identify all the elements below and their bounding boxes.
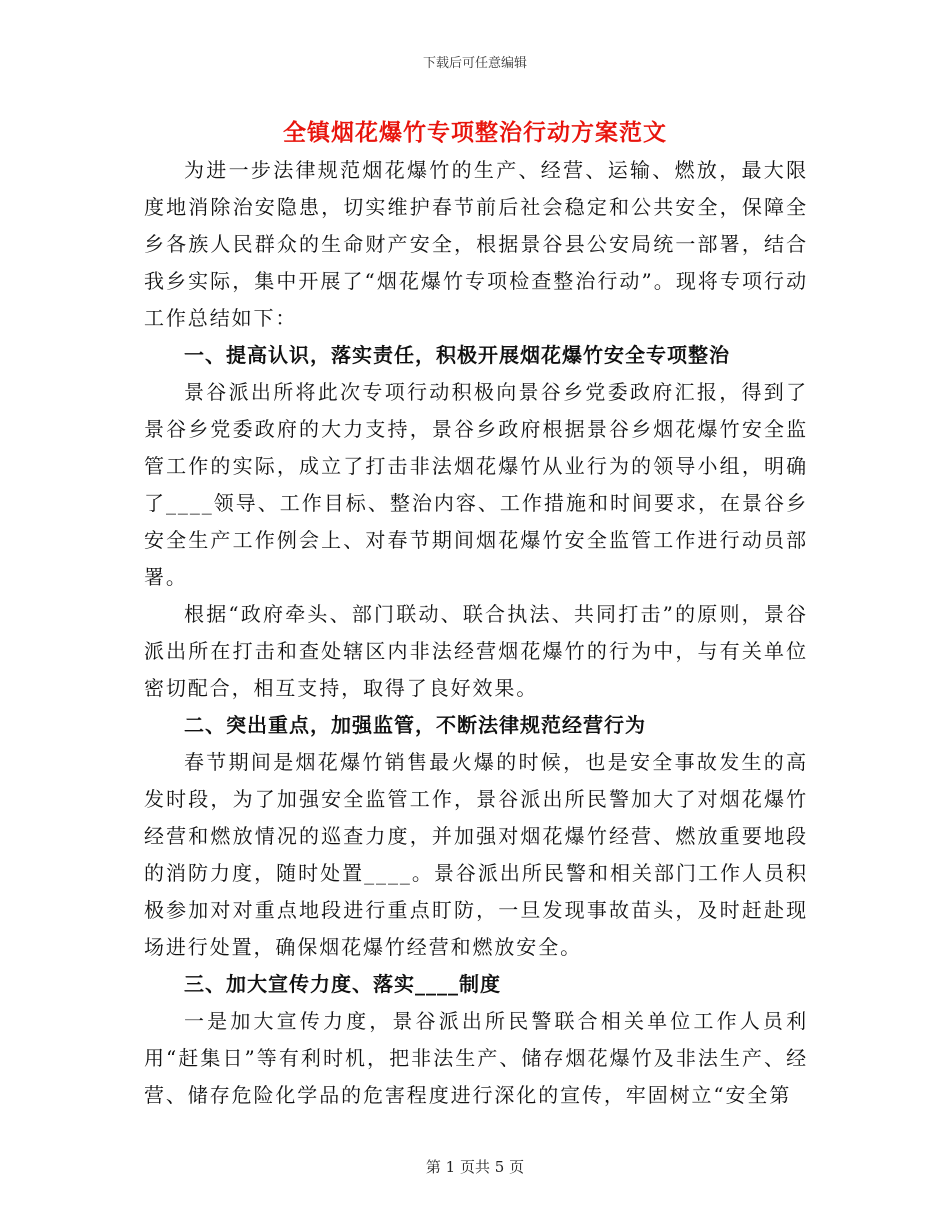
section-1-paragraph-1: 景谷派出所将此次专项行动积极向景谷乡党委政府汇报，得到了景谷乡党委政府的大力支持，景谷乡政府根据景谷乡烟花爆竹安全监管工作的实际，成立了打击非法烟花爆竹从业行为的领导小组，明确了____领导、工作目标、整治内容、工作措施和时间要求，在景谷乡安全生产工作例会上、对春节期间烟花爆竹安全监管工作进行动员部署。 [144,380,808,589]
section-heading-1: 一、提高认识，落实责任，积极开展烟花爆竹安全专项整治 [184,343,730,367]
section-heading-2: 二、突出重点，加强监管，不断法律规范经营行为 [184,713,646,737]
section-1-paragraph-2: 根据“政府牵头、部门联动、联合执法、共同打击”的原则，景谷派出所在打击和查处辖区内非法经营烟花爆竹的行为中，与有关单位密切配合，相互支持，取得了良好效果。 [144,602,808,700]
document-title: 全镇烟花爆竹专项整治行动方案范文 [283,119,667,146]
document-body [144,152,808,1114]
page-footer: 第 1 页共 5 页 [425,1158,525,1176]
section-2-paragraph-1: 春节期间是烟花爆竹销售最火爆的时候，也是安全事故发生的高发时段，为了加强安全监管工作，景谷派出所民警加大了对烟花爆竹经营和燃放情况的巡查力度，并加强对烟花爆竹经营、燃放重要地段的消防力度，随时处置____。景谷派出所民警和相关部门工作人员积极参加对对重点地段进行重点盯防，一旦发现事故苗头，及时赶赴现场进行处置，确保烟花爆竹经营和燃放安全。 [144,750,808,959]
section-heading-3: 三、加大宣传力度、落实____制度 [184,972,501,996]
header-note: 下载后可任意编辑 [422,56,527,71]
section-3-paragraph-1: 一是加大宣传力度，景谷派出所民警联合相关单位工作人员利用“赶集日”等有利时机，把非法生产、储存烟花爆竹及非法生产、经营、储存危险化学品的危害程度进行深化的宣传，牢固树立“安全第 [144,1009,808,1107]
intro-paragraph: 为进一步法律规范烟花爆竹的生产、经营、运输、燃放，最大限度地消除治安隐患，切实维护春节前后社会稳定和公共安全，保障全乡各族人民群众的生命财产安全，根据景谷县公安局统一部署，结合我乡实际，集中开展了“烟花爆竹专项检查整治行动”。现将专项行动工作总结如下： [144,158,808,330]
